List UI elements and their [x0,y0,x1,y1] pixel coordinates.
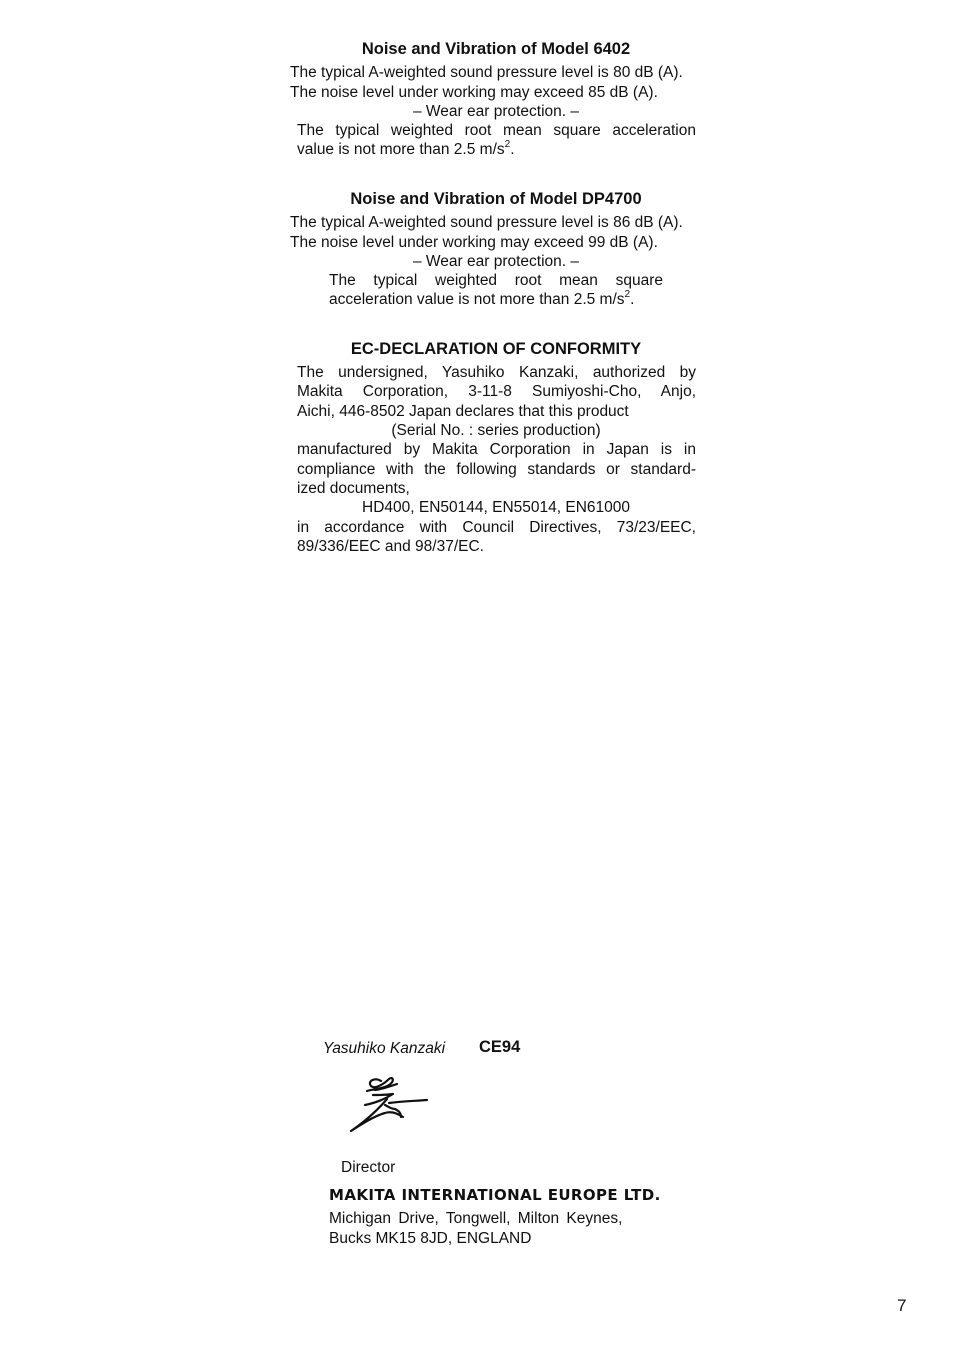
declaration-line: manufactured by Makita Corporation in Japan is in [297,441,696,458]
signatory-title: Director [341,1159,396,1176]
signatory-code: CE94 [479,1038,521,1056]
declaration-serial: (Serial No. : series production) [391,422,601,439]
declaration-line: Aichi, 446-8502 Japan declares that this product [297,403,629,420]
declaration-standards: HD400, EN50144, EN55014, EN61000 [362,499,630,516]
company-address-line1: Michigan Drive, Tongwell, Milton Keynes, [329,1210,623,1227]
section2-sound-level: The typical A-weighted sound pressure level is 86 dB (A). [290,214,683,231]
section1-sound-level: The typical A-weighted sound pressure level is 80 dB (A). [290,64,683,81]
declaration-line: The undersigned, Yasuhiko Kanzaki, authorized by [297,364,696,381]
declaration-line: ized documents, [297,480,410,497]
signature-image [345,1073,435,1137]
section1-vibration-line1: The typical weighted root mean square acceleration [297,122,696,139]
declaration-line: in accordance with Council Directives, 73/23/EEC, [297,519,696,536]
company-address-line2: Bucks MK15 8JD, ENGLAND [329,1230,532,1247]
declaration-heading: EC-DECLARATION OF CONFORMITY [350,340,642,358]
signatory-name: Yasuhiko Kanzaki [323,1040,446,1057]
section1-noise-level: The noise level under working may exceed 85 dB (A). [290,84,658,101]
section1-ear-protection: – Wear ear protection. – [413,103,579,120]
section2-vibration-line1: The typical weighted root mean square [329,272,663,289]
section2-ear-protection: – Wear ear protection. – [413,253,579,270]
company-name: MAKITA INTERNATIONAL EUROPE LTD. [329,1186,661,1204]
declaration-line: 89/336/EEC and 98/37/EC. [297,538,484,555]
page-number: 7 [897,1296,907,1315]
declaration-line: compliance with the following standards or standard- [297,461,696,478]
declaration-line: Makita Corporation, 3-11-8 Sumiyoshi-Cho, Anjo, [297,383,696,400]
section2-noise-level: The noise level under working may exceed 99 dB (A). [290,234,658,251]
section1-vibration-line2: value is not more than 2.5 $m/s^2$. [297,138,515,158]
section2-heading: Noise and Vibration of Model DP4700 [350,190,642,208]
section2-vibration-line2: acceleration value is not more than 2.5 $m/s^2$. [329,288,635,308]
section1-heading: Noise and Vibration of Model 6402 [361,40,631,58]
